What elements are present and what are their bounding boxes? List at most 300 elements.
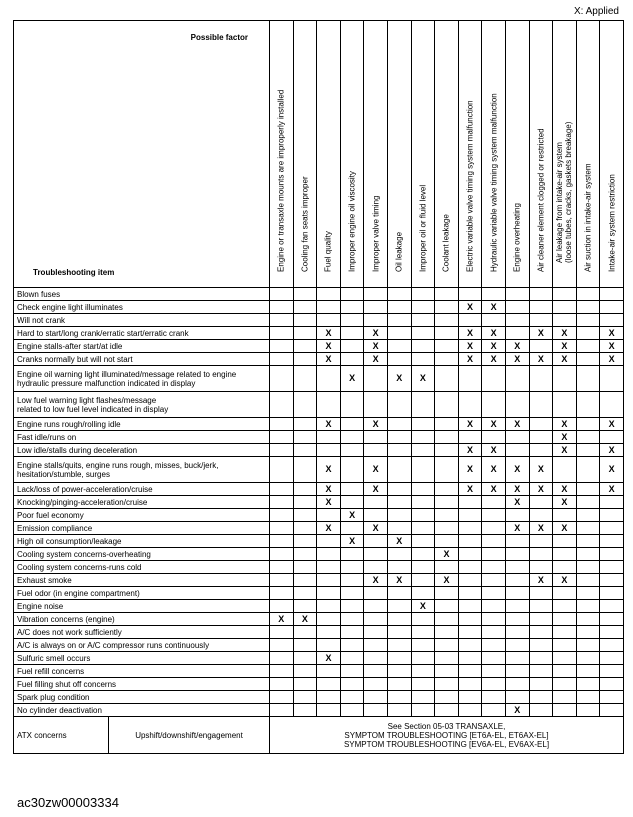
applied-cell (411, 613, 435, 626)
applied-cell (435, 561, 459, 574)
applied-cell (458, 639, 482, 652)
applied-cell: X (364, 522, 388, 535)
applied-cell (270, 496, 294, 509)
applied-cell (505, 613, 529, 626)
applied-cell (529, 652, 553, 665)
applied-cell (317, 600, 341, 613)
applied-cell (553, 665, 577, 678)
troubleshooting-item: Cranks normally but will not start (14, 353, 270, 366)
applied-cell (387, 704, 411, 717)
applied-cell (387, 626, 411, 639)
applied-cell: X (411, 366, 435, 392)
applied-cell (600, 665, 624, 678)
applied-cell (340, 613, 364, 626)
applied-cell (600, 652, 624, 665)
troubleshooting-item-line: Engine oil warning light illuminated/message related to engine (17, 369, 237, 379)
applied-cell (293, 444, 317, 457)
applied-cell (293, 691, 317, 704)
applied-cell (529, 613, 553, 626)
applied-cell (576, 704, 600, 717)
applied-cell (270, 665, 294, 678)
applied-cell (293, 574, 317, 587)
applied-cell (435, 509, 459, 522)
applied-cell (600, 431, 624, 444)
applied-cell (482, 665, 506, 678)
applied-cell (600, 704, 624, 717)
applied-cell: X (458, 327, 482, 340)
applied-cell (553, 509, 577, 522)
applied-cell (458, 288, 482, 301)
applied-cell (576, 418, 600, 431)
factor-header (435, 21, 459, 288)
applied-cell (576, 574, 600, 587)
atx-note-line: See Section 05-03 TRANSAXLE, (387, 721, 506, 731)
applied-cell (576, 301, 600, 314)
applied-cell (317, 678, 341, 691)
table-row (14, 392, 624, 418)
applied-cell (293, 522, 317, 535)
applied-cell (553, 587, 577, 600)
troubleshooting-item: Poor fuel economy (14, 509, 270, 522)
applied-cell (529, 314, 553, 327)
applied-cell (317, 704, 341, 717)
factor-label: Engine overheating (512, 203, 522, 272)
troubleshooting-item (14, 457, 270, 483)
applied-cell: X (458, 483, 482, 496)
applied-cell (293, 587, 317, 600)
applied-cell (317, 301, 341, 314)
applied-cell (270, 639, 294, 652)
applied-cell (576, 522, 600, 535)
applied-cell: X (435, 548, 459, 561)
applied-cell (553, 366, 577, 392)
applied-cell (411, 431, 435, 444)
applied-cell (435, 314, 459, 327)
applied-cell (505, 587, 529, 600)
applied-cell (576, 626, 600, 639)
table-row (14, 561, 624, 574)
troubleshooting-item: Lack/loss of power-acceleration/cruise (14, 483, 270, 496)
applied-cell (435, 431, 459, 444)
applied-cell (411, 392, 435, 418)
applied-cell (576, 431, 600, 444)
applied-cell (340, 600, 364, 613)
applied-cell (387, 496, 411, 509)
applied-cell (482, 366, 506, 392)
applied-cell (411, 522, 435, 535)
applied-cell (458, 691, 482, 704)
applied-cell (270, 691, 294, 704)
table-row (14, 314, 624, 327)
applied-cell: X (553, 353, 577, 366)
applied-cell (576, 639, 600, 652)
factor-label: Improper engine oil viscosity (347, 171, 357, 272)
applied-cell (529, 301, 553, 314)
applied-cell: X (340, 509, 364, 522)
applied-cell (505, 574, 529, 587)
applied-cell (600, 522, 624, 535)
applied-cell (387, 665, 411, 678)
troubleshooting-item: A/C does not work sufficiently (14, 626, 270, 639)
applied-cell (435, 444, 459, 457)
applied-cell: X (364, 327, 388, 340)
applied-cell (387, 457, 411, 483)
applied-cell (458, 509, 482, 522)
applied-cell (270, 431, 294, 444)
applied-cell (576, 587, 600, 600)
factor-label: Air suction in intake-air system (583, 163, 593, 272)
applied-cell (482, 288, 506, 301)
applied-cell (340, 483, 364, 496)
applied-cell (387, 353, 411, 366)
applied-cell (553, 613, 577, 626)
applied-cell (270, 392, 294, 418)
factor-header (317, 21, 341, 288)
applied-cell (505, 626, 529, 639)
applied-cell (387, 483, 411, 496)
troubleshooting-item: Exhaust smoke (14, 574, 270, 587)
applied-cell (529, 691, 553, 704)
applied-cell: X (553, 327, 577, 340)
factor-header (576, 21, 600, 288)
applied-cell (505, 444, 529, 457)
applied-cell (364, 509, 388, 522)
troubleshooting-item: High oil consumption/leakage (14, 535, 270, 548)
applied-cell (435, 301, 459, 314)
applied-cell (458, 587, 482, 600)
applied-cell (576, 353, 600, 366)
applied-cell (435, 626, 459, 639)
applied-cell (482, 626, 506, 639)
troubleshooting-item: Check engine light illuminates (14, 301, 270, 314)
applied-cell (293, 340, 317, 353)
applied-cell (505, 678, 529, 691)
applied-cell (340, 431, 364, 444)
applied-cell (482, 704, 506, 717)
table-row (14, 535, 624, 548)
applied-cell (435, 288, 459, 301)
applied-cell: X (482, 418, 506, 431)
applied-cell: X (458, 444, 482, 457)
applied-cell (482, 535, 506, 548)
applied-cell (293, 561, 317, 574)
troubleshooting-item: Hard to start/long crank/erratic start/erratic crank (14, 327, 270, 340)
applied-cell: X (317, 353, 341, 366)
applied-cell: X (482, 457, 506, 483)
factor-label: Engine or transaxle mounts are improperly installed (276, 89, 286, 272)
applied-cell: X (505, 496, 529, 509)
applied-cell: X (529, 483, 553, 496)
applied-cell: X (482, 353, 506, 366)
applied-cell (600, 314, 624, 327)
applied-cell (482, 548, 506, 561)
applied-cell (505, 314, 529, 327)
applied-cell (435, 704, 459, 717)
legend: X: Applied (573, 6, 619, 17)
applied-cell (600, 496, 624, 509)
applied-cell (529, 561, 553, 574)
applied-cell (600, 626, 624, 639)
figure-id: ac30zw00003334 (17, 795, 119, 810)
applied-cell (293, 353, 317, 366)
applied-cell (435, 678, 459, 691)
applied-cell (529, 600, 553, 613)
applied-cell (553, 704, 577, 717)
applied-cell (576, 613, 600, 626)
applied-cell (364, 587, 388, 600)
applied-cell (317, 639, 341, 652)
applied-cell (505, 327, 529, 340)
applied-cell (553, 314, 577, 327)
applied-cell: X (482, 340, 506, 353)
applied-cell (411, 704, 435, 717)
applied-cell: X (600, 457, 624, 483)
applied-cell: X (364, 457, 388, 483)
applied-cell: X (482, 444, 506, 457)
applied-cell (364, 652, 388, 665)
applied-cell (293, 483, 317, 496)
troubleshooting-item-line: hydraulic pressure malfunction indicated in display (17, 378, 196, 388)
table-row (14, 626, 624, 639)
applied-cell (505, 509, 529, 522)
applied-cell (317, 561, 341, 574)
table-row (14, 301, 624, 314)
applied-cell (529, 431, 553, 444)
applied-cell: X (317, 340, 341, 353)
applied-cell: X (317, 496, 341, 509)
applied-cell (458, 652, 482, 665)
applied-cell: X (529, 353, 553, 366)
applied-cell (458, 366, 482, 392)
factor-label: Electric variable valve timing system malfunction (465, 100, 475, 272)
applied-cell (364, 626, 388, 639)
applied-cell (505, 561, 529, 574)
applied-cell: X (553, 444, 577, 457)
applied-cell (293, 535, 317, 548)
applied-cell (482, 587, 506, 600)
applied-cell (270, 444, 294, 457)
applied-cell (435, 691, 459, 704)
applied-cell (482, 652, 506, 665)
applied-cell (458, 678, 482, 691)
applied-cell (435, 522, 459, 535)
applied-cell (270, 340, 294, 353)
applied-cell (270, 522, 294, 535)
applied-cell (270, 535, 294, 548)
atx-subitem: Upshift/downshift/engagement (135, 730, 243, 740)
applied-cell (529, 587, 553, 600)
applied-cell: X (505, 418, 529, 431)
applied-cell: X (505, 704, 529, 717)
applied-cell (387, 431, 411, 444)
applied-cell (576, 392, 600, 418)
applied-cell (435, 366, 459, 392)
applied-cell: X (600, 444, 624, 457)
applied-cell (576, 691, 600, 704)
applied-cell (340, 665, 364, 678)
troubleshooting-item: Fuel refill concerns (14, 665, 270, 678)
applied-cell (505, 652, 529, 665)
table-row (14, 431, 624, 444)
factor-header (387, 21, 411, 288)
applied-cell (387, 327, 411, 340)
applied-cell (364, 366, 388, 392)
applied-cell (270, 483, 294, 496)
applied-cell: X (458, 418, 482, 431)
applied-cell (364, 301, 388, 314)
table-row (14, 613, 624, 626)
applied-cell (340, 704, 364, 717)
applied-cell (270, 301, 294, 314)
applied-cell (600, 561, 624, 574)
factor-label: Improper oil or fluid level (418, 184, 428, 272)
applied-cell (458, 704, 482, 717)
applied-cell (458, 314, 482, 327)
applied-cell (505, 548, 529, 561)
applied-cell (411, 626, 435, 639)
table-row (14, 353, 624, 366)
applied-cell (411, 340, 435, 353)
applied-cell (600, 509, 624, 522)
applied-cell (340, 691, 364, 704)
factor-header (505, 21, 529, 288)
applied-cell (458, 496, 482, 509)
applied-cell (293, 392, 317, 418)
applied-cell: X (340, 535, 364, 548)
troubleshooting-item: Engine noise (14, 600, 270, 613)
factor-label: Improper valve timing (371, 195, 381, 272)
applied-cell (576, 314, 600, 327)
troubleshooting-item: Engine stalls-after start/at idle (14, 340, 270, 353)
troubleshooting-item: Low idle/stalls during deceleration (14, 444, 270, 457)
applied-cell: X (364, 483, 388, 496)
applied-cell: X (317, 418, 341, 431)
applied-cell (505, 600, 529, 613)
factor-label: Cooling fan seats improper (300, 176, 310, 272)
applied-cell (364, 392, 388, 418)
applied-cell (387, 691, 411, 704)
applied-cell (458, 392, 482, 418)
troubleshooting-item: Cooling system concerns-overheating (14, 548, 270, 561)
applied-cell (482, 522, 506, 535)
applied-cell (435, 327, 459, 340)
applied-cell (317, 574, 341, 587)
applied-cell (364, 639, 388, 652)
applied-cell (458, 613, 482, 626)
applied-cell: X (435, 574, 459, 587)
applied-cell (553, 639, 577, 652)
applied-cell (411, 652, 435, 665)
applied-cell (529, 418, 553, 431)
applied-cell (270, 561, 294, 574)
applied-cell (458, 561, 482, 574)
applied-cell (576, 678, 600, 691)
applied-cell (270, 457, 294, 483)
applied-cell (553, 678, 577, 691)
applied-cell (411, 301, 435, 314)
applied-cell (435, 665, 459, 678)
troubleshooting-item: Fuel filling shut off concerns (14, 678, 270, 691)
factor-header (482, 21, 506, 288)
applied-cell (411, 691, 435, 704)
factor-label: Intake-air system restriction (607, 174, 617, 272)
applied-cell: X (364, 574, 388, 587)
applied-cell (482, 392, 506, 418)
applied-cell: X (458, 353, 482, 366)
applied-cell (505, 392, 529, 418)
applied-cell (317, 665, 341, 678)
applied-cell (553, 535, 577, 548)
applied-cell (364, 561, 388, 574)
applied-cell (505, 301, 529, 314)
applied-cell (340, 327, 364, 340)
applied-cell (293, 639, 317, 652)
applied-cell (529, 392, 553, 418)
applied-cell (600, 574, 624, 587)
applied-cell (387, 418, 411, 431)
table-row (14, 600, 624, 613)
applied-cell (387, 288, 411, 301)
applied-cell (411, 639, 435, 652)
applied-cell (317, 613, 341, 626)
factor-header (293, 21, 317, 288)
applied-cell (482, 314, 506, 327)
applied-cell (482, 496, 506, 509)
table-row (14, 340, 624, 353)
applied-cell (387, 509, 411, 522)
applied-cell (482, 561, 506, 574)
applied-cell (576, 665, 600, 678)
applied-cell (293, 288, 317, 301)
applied-cell (482, 639, 506, 652)
applied-cell (293, 301, 317, 314)
applied-cell (270, 587, 294, 600)
applied-cell (317, 444, 341, 457)
applied-cell (340, 444, 364, 457)
applied-cell (600, 613, 624, 626)
applied-cell: X (553, 431, 577, 444)
applied-cell (317, 288, 341, 301)
atx-note (270, 717, 624, 754)
applied-cell (411, 509, 435, 522)
factor-header (364, 21, 388, 288)
applied-cell: X (411, 600, 435, 613)
applied-cell (293, 626, 317, 639)
applied-cell (458, 626, 482, 639)
applied-cell: X (553, 496, 577, 509)
applied-cell (293, 366, 317, 392)
applied-cell (364, 678, 388, 691)
header-corner (14, 21, 270, 288)
troubleshooting-item: Spark plug condition (14, 691, 270, 704)
applied-cell (600, 691, 624, 704)
table-row (14, 587, 624, 600)
applied-cell: X (340, 366, 364, 392)
applied-cell: X (553, 522, 577, 535)
applied-cell: X (270, 613, 294, 626)
applied-cell: X (317, 522, 341, 535)
applied-cell (364, 548, 388, 561)
troubleshooting-table (13, 20, 624, 754)
applied-cell: X (600, 353, 624, 366)
applied-cell (387, 561, 411, 574)
applied-cell (505, 665, 529, 678)
applied-cell: X (505, 522, 529, 535)
applied-cell (529, 639, 553, 652)
applied-cell (293, 457, 317, 483)
table-row (14, 691, 624, 704)
applied-cell (270, 418, 294, 431)
